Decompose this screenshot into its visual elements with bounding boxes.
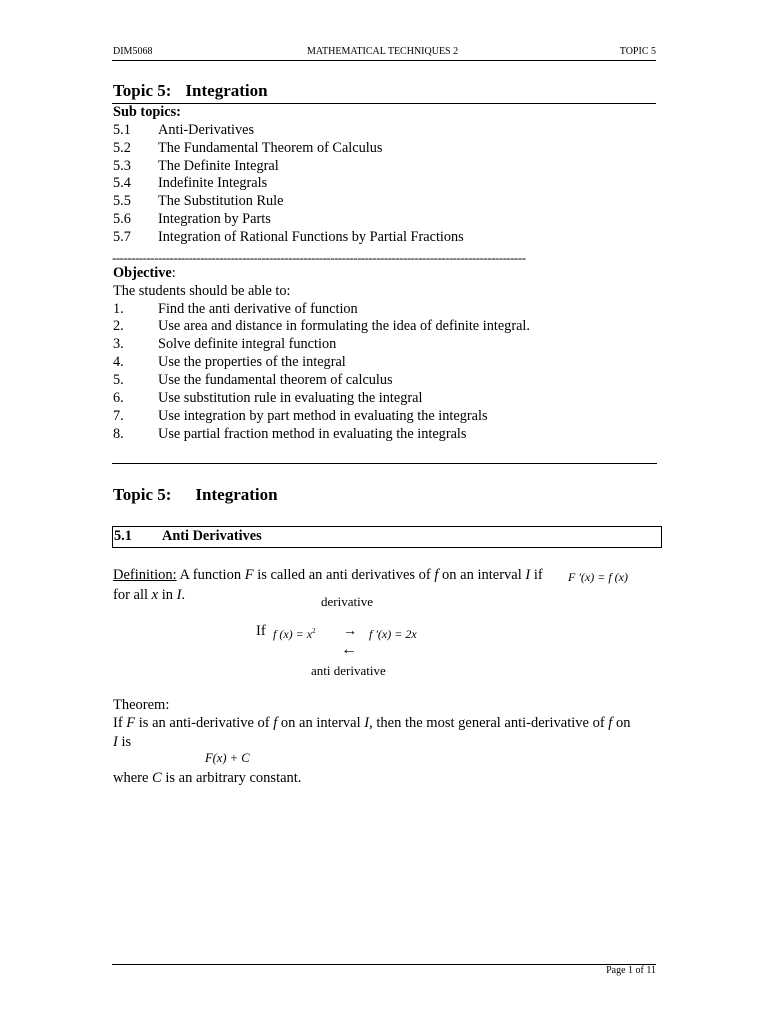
definition-line-2 [113,587,185,605]
objective-intro: The students should be able to: [113,283,291,299]
dashed-separator: ------------------------------------------------------------------------------------------------------------ [112,251,526,265]
subtopics-heading: Sub topics: [113,104,181,120]
theorem-var: f [273,715,278,731]
f-prime-formula: f '(x) = 2x [369,627,417,641]
subtopic-item [113,175,267,193]
objective-num: 2. [113,318,124,334]
subtopic-num: 5.5 [113,193,131,209]
derivative-label: derivative [321,594,373,609]
objective-item [113,301,358,319]
definition-label: Definition: [113,567,177,583]
theorem-text: is an arbitrary constant. [161,770,302,786]
objective-text: Use integration by part method in evaluating the integrals [158,408,488,424]
subtopic-num: 5.4 [113,175,131,191]
objective-label: Objective [113,265,172,281]
subtopic-num: 5.7 [113,229,131,245]
theorem-var: C [152,770,162,786]
theorem-var: F [126,715,136,731]
subtopic-label: Integration by Parts [158,211,271,227]
objective-num: 8. [113,426,124,442]
theorem-text: , then the most general anti-derivative of [369,715,609,731]
subtopic-num: 5.2 [113,140,131,156]
subsection-num: 5.1 [114,528,132,544]
subtopic-item [113,193,284,211]
left-arrow-icon: ← [341,641,357,658]
theorem-text: If [113,715,127,731]
header-rule [112,60,656,61]
objective-text: Use area and distance in formulating the idea of definite integral. [158,318,530,334]
anti-derivative-label: anti derivative [311,663,386,678]
section-title [113,484,278,506]
definition-var: F [244,567,254,583]
subsection-heading [114,528,262,545]
objective-item [113,354,346,372]
footer-rule [112,964,656,965]
objective-item [113,426,466,444]
right-arrow-icon: → [343,624,357,639]
theorem-text: where [113,770,153,786]
definition-text: on an interval [438,567,526,583]
subtopic-num: 5.1 [113,122,131,138]
definition-text: for all [113,587,152,603]
page-title [113,80,268,102]
section-title-name: Integration [195,485,278,504]
objective-colon: : [171,265,176,281]
theorem-var: I [113,734,118,750]
subtopic-label: The Fundamental Theorem of Calculus [158,140,383,156]
subtopic-item [113,158,279,176]
objective-item [113,408,488,426]
section-rule [112,463,657,464]
theorem-line-3 [113,770,301,788]
theorem-line-2 [113,734,131,752]
objective-num: 5. [113,372,124,388]
title-name: Integration [185,81,268,100]
title-rule [112,103,656,104]
definition-line-1 [113,567,543,585]
subtopic-item [113,211,271,229]
subsection-label: Anti Derivatives [162,528,262,544]
objective-text: Use the properties of the integral [158,354,346,370]
objective-item [113,372,393,390]
objective-item [113,336,336,354]
definition-var: I [176,587,182,603]
definition-text: . [181,587,186,603]
header-course: MATHEMATICAL TECHNIQUES 2 [307,46,459,57]
objective-num: 7. [113,408,124,424]
objective-text: Use the fundamental theorem of calculus [158,372,393,388]
theorem-heading: Theorem: [113,697,170,713]
definition-text: in [158,587,177,603]
objective-text: Find the anti derivative of function [158,301,358,317]
theorem-text: on [612,715,631,731]
subtopic-label: The Definite Integral [158,158,279,174]
if-label: If [256,623,266,639]
objective-text: Solve definite integral function [158,336,337,352]
objective-item [113,318,530,336]
definition-text: is called an anti derivatives of [253,567,435,583]
objective-num: 4. [113,354,124,370]
title-prefix: Topic 5: [113,81,172,100]
theorem-var: I [364,715,370,731]
definition-formula: F '(x) = f (x) [568,570,628,584]
f-of-x-formula [273,627,316,642]
subtopic-num: 5.3 [113,158,131,174]
definition-var: x [151,587,159,603]
subtopic-item [113,229,464,247]
subtopic-item [113,140,382,158]
theorem-text: is an anti-derivative of [135,715,274,731]
theorem-text: is [117,734,132,750]
definition-text: A function [176,567,245,583]
objective-num: 1. [113,301,124,317]
header-code: DIM5068 [113,46,153,57]
f-of-x-text: f (x) = x [273,627,313,641]
theorem-var: f [608,715,613,731]
section-title-prefix: Topic 5: [113,485,172,504]
objective-item [113,390,422,408]
theorem-line-1 [113,715,630,733]
definition-var: f [434,567,439,583]
subtopic-num: 5.6 [113,211,131,227]
theorem-formula: F(x) + C [205,751,250,765]
objective-text: Use substitution rule in evaluating the integral [158,390,423,406]
page-number: Page 1 of 11 [606,965,656,976]
objective-text: Use partial fraction method in evaluating the integrals [158,426,467,442]
definition-var: I [525,567,531,583]
subtopic-label: Indefinite Integrals [158,175,268,191]
objective-num: 6. [113,390,124,406]
definition-text: if [530,567,543,583]
header-topic: TOPIC 5 [619,46,656,57]
subtopic-label: The Substitution Rule [158,193,284,209]
theorem-text: on an interval [277,715,365,731]
exponent: 2 [312,627,316,635]
objective-heading [113,265,176,283]
objective-num: 3. [113,336,124,352]
subtopic-item [113,122,254,140]
subtopic-label: Integration of Rational Functions by Partial Fractions [158,229,464,245]
subtopic-label: Anti-Derivatives [158,122,255,138]
